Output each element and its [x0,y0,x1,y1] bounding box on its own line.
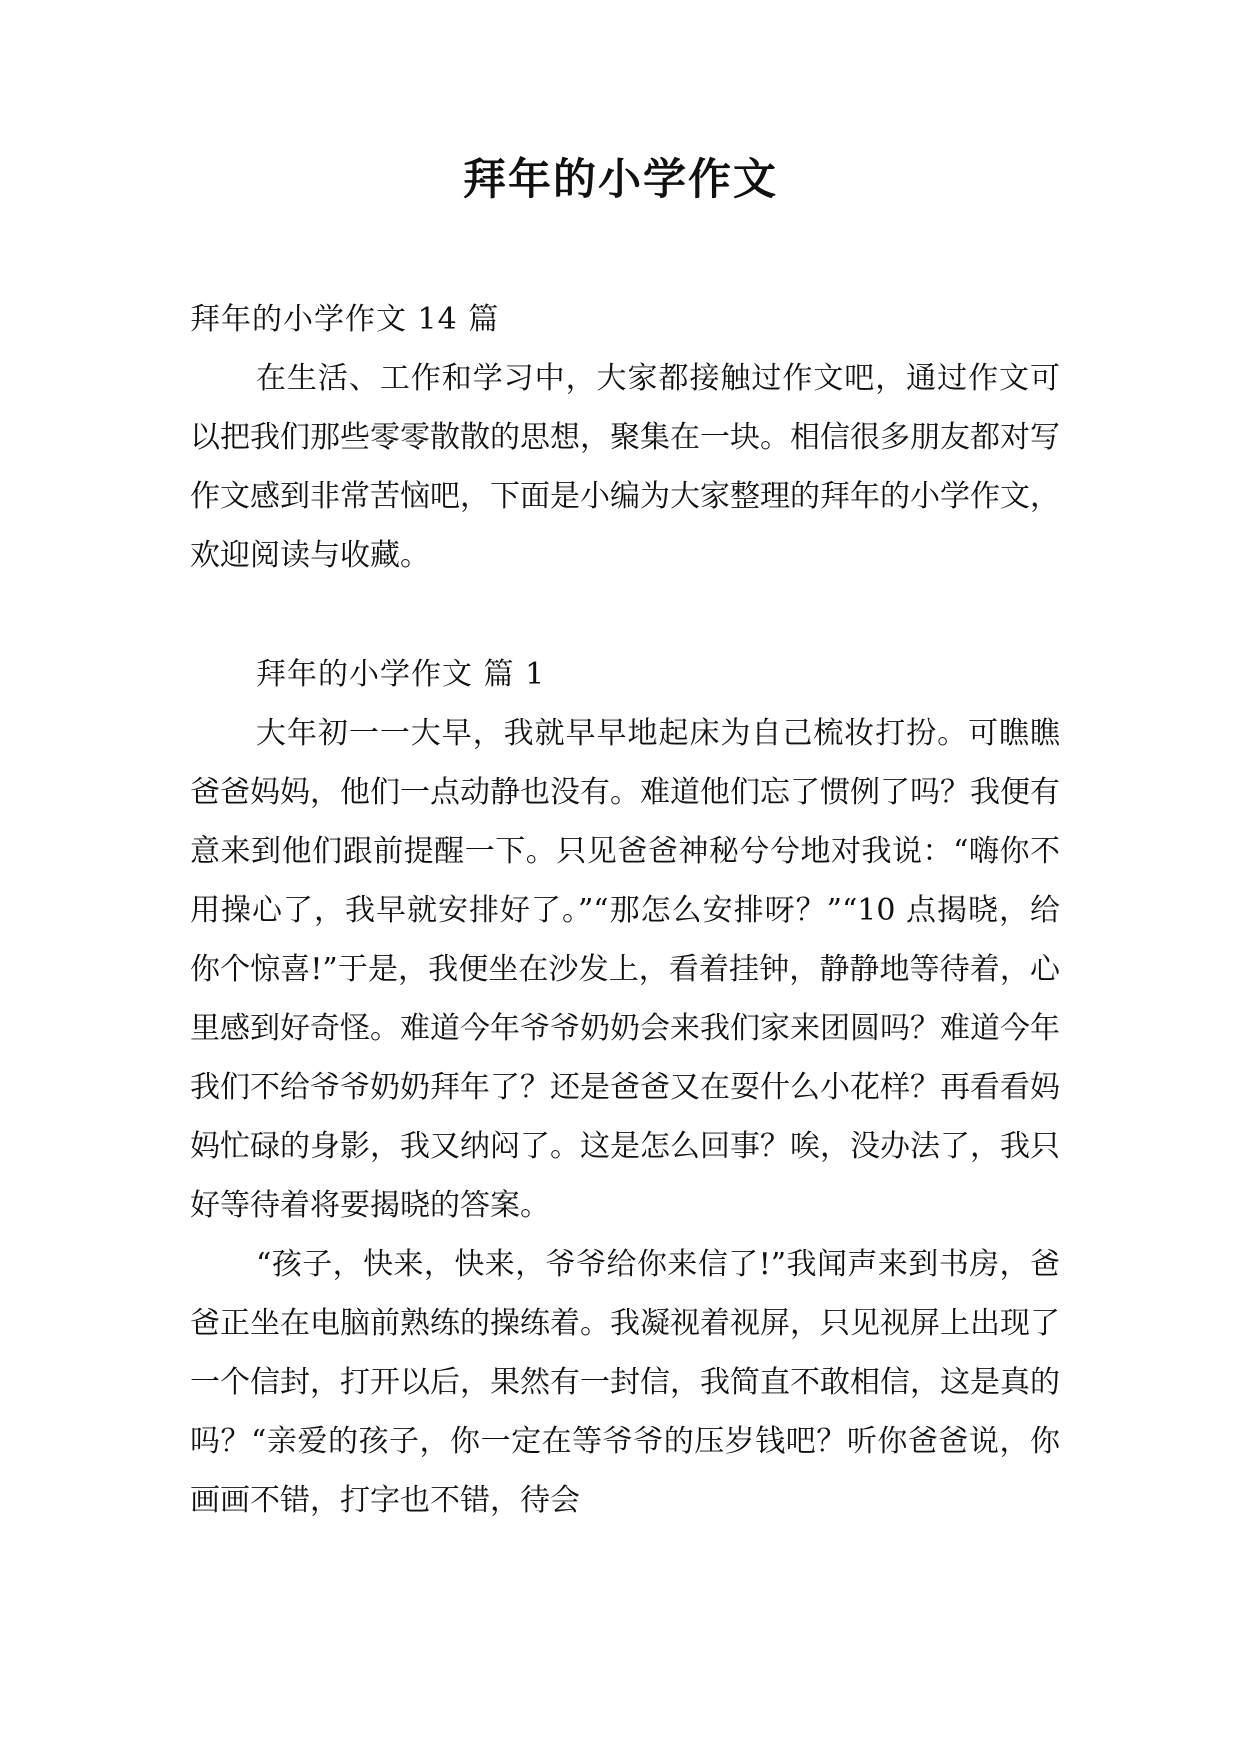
body-paragraph: “孩子，快来，快来，爷爷给你来信了!”我闻声来到书房，爸爸正坐在电脑前熟练的操练着。我凝视着视屏，只见视屏上出现了一个信封，打开以后，果然有一封信，我简直不敢相信，这是真的吗？“亲爱的孩子，你一定在等爷爷的压岁钱吧？听你爸爸说，你画画不错，打字也不错，待会 [190,1247,1060,1518]
body-paragraph: 大年初一一大早，我就早早地起床为自己梳妆打扮。可瞧瞧爸爸妈妈，他们一点动静也没有。难道他们忘了惯例了吗？我便有意来到他们跟前提醒一下。只见爸爸神秘兮兮地对我说：“嗨你不用操心了，我早就安排好了。”“那怎么安排呀？”“10 点揭晓，给你个惊喜!”于是，我便坐在沙发上，看着挂钟，静静地等待着，心里感到好奇怪。难道今年爷爷奶奶会来我们家来团圆吗？难道今年我们不给爷爷奶奶拜年了？还是爸爸又在耍什么小花样？再看看妈妈忙碌的身影，我又纳闷了。这是怎么回事？唉，没办法了，我只好等待着将要揭晓的答案。 [190,716,1060,1223]
document-body [190,290,1060,1530]
document-subtitle: 拜年的小学作文 14 篇 [190,302,500,337]
section-heading: 拜年的小学作文 篇 1 [256,657,546,692]
document-title: 拜年的小学作文 [463,155,778,205]
intro-paragraph: 在生活、工作和学习中，大家都接触过作文吧，通过作文可以把我们那些零零散散的思想，聚集在一块。相信很多朋友都对写作文感到非常苦恼吧，下面是小编为大家整理的拜年的小学作文，欢迎阅读与收藏。 [190,361,1060,573]
